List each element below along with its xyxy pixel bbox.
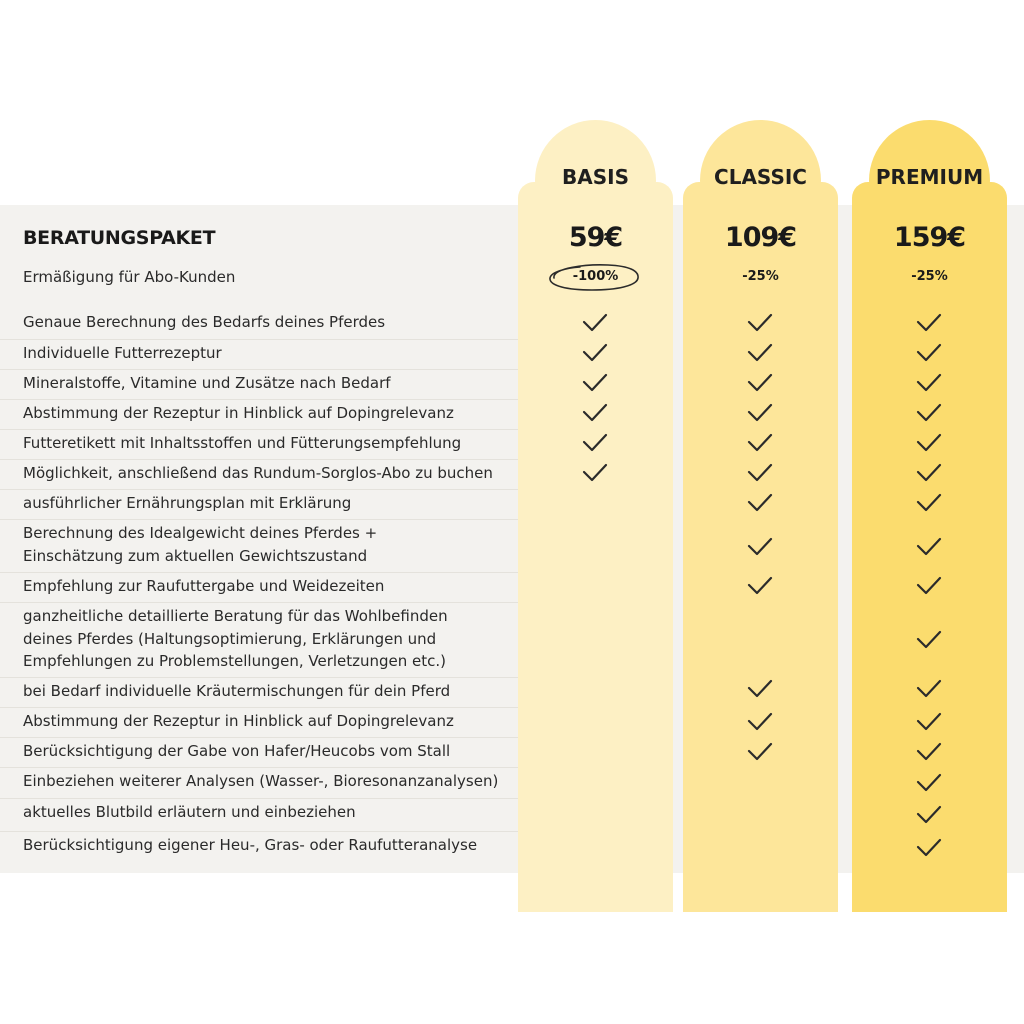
check-icon: [582, 343, 608, 363]
feature-label: [23, 311, 385, 334]
plan-price-basis: 59€: [568, 222, 623, 253]
feature-label: [23, 462, 493, 485]
check-icon: [916, 463, 942, 483]
check-icon: [747, 463, 773, 483]
feature-label-line: deines Pferdes (Haltungsoptimierung, Erklärungen und: [23, 629, 437, 648]
row-divider: [0, 798, 518, 799]
feature-label-line: Berechnung des Idealgewicht deines Pferdes +: [23, 524, 378, 542]
feature-label: [23, 492, 351, 515]
row-divider: [0, 677, 518, 678]
discount-highlight-circle: [546, 262, 640, 292]
feature-label: [23, 680, 450, 703]
row-divider: [0, 767, 518, 768]
feature-label: [23, 605, 448, 673]
check-icon: [916, 679, 942, 699]
feature-label-line: Berücksichtigung eigener Heu-, Gras- oder Raufutteranalyse: [23, 836, 478, 854]
check-icon: [916, 493, 942, 513]
feature-label-line: Einschätzung zum aktuellen Gewichtszustand: [23, 546, 368, 565]
row-divider: [0, 707, 518, 708]
plan-discount-classic: -25%: [742, 269, 779, 284]
check-icon: [916, 773, 942, 793]
check-icon: [916, 537, 942, 557]
feature-label-line: bei Bedarf individuelle Kräutermischungen für dein Pferd: [23, 682, 451, 700]
check-icon: [916, 742, 942, 762]
check-icon: [916, 712, 942, 732]
row-divider: [0, 399, 518, 400]
check-icon: [916, 343, 942, 363]
row-divider: [0, 572, 518, 573]
feature-label-line: Berücksichtigung der Gabe von Hafer/Heucobs vom Stall: [23, 742, 451, 760]
feature-label: [23, 770, 498, 793]
discount-row-label: Ermäßigung für Abo-Kunden: [23, 268, 236, 286]
plan-name-basis: BASIS: [562, 165, 629, 189]
check-icon: [916, 403, 942, 423]
plan-discount-basis: -100%: [572, 269, 619, 284]
feature-label: [23, 402, 454, 425]
feature-label: [23, 432, 461, 455]
row-divider: [0, 369, 518, 370]
check-icon: [747, 537, 773, 557]
feature-label-line: Empfehlungen zu Problemstellungen, Verletzungen etc.): [23, 652, 447, 670]
check-icon: [916, 373, 942, 393]
check-icon: [747, 403, 773, 423]
row-divider: [0, 489, 518, 490]
feature-label-line: ausführlicher Ernährungsplan mit Erklärung: [23, 494, 352, 512]
feature-label: [23, 522, 377, 567]
feature-label-line: Mineralstoffe, Vitamine und Zusätze nach Bedarf: [23, 374, 391, 392]
feature-label-line: Futteretikett mit Inhaltsstoffen und Fütterungsempfehlung: [23, 434, 462, 452]
row-divider: [0, 831, 518, 832]
plan-discount-premium: -25%: [911, 269, 948, 284]
check-icon: [916, 838, 942, 858]
feature-label-line: ganzheitliche detaillierte Beratung für das Wohlbefinden: [23, 607, 448, 625]
row-divider: [0, 519, 518, 520]
check-icon: [582, 463, 608, 483]
feature-label: [23, 575, 384, 598]
check-icon: [582, 313, 608, 333]
check-icon: [747, 576, 773, 596]
plan-column-classic: [683, 120, 838, 912]
plan-name-premium: PREMIUM: [875, 165, 984, 189]
feature-label-line: aktuelles Blutbild erläutern und einbeziehen: [23, 803, 356, 821]
check-icon: [582, 403, 608, 423]
check-icon: [747, 712, 773, 732]
feature-label: [23, 834, 477, 857]
check-icon: [582, 373, 608, 393]
check-icon: [916, 630, 942, 650]
check-icon: [747, 493, 773, 513]
check-icon: [916, 576, 942, 596]
feature-label: [23, 372, 391, 395]
feature-label-line: Möglichkeit, anschließend das Rundum-Sorglos-Abo zu buchen: [23, 464, 493, 482]
check-icon: [747, 313, 773, 333]
check-icon: [747, 742, 773, 762]
row-divider: [0, 429, 518, 430]
table-title: BERATUNGSPAKET: [23, 227, 216, 249]
plan-column-basis: [518, 120, 673, 912]
row-divider: [0, 602, 518, 603]
feature-label-line: Empfehlung zur Raufuttergabe und Weidezeiten: [23, 577, 385, 595]
row-divider: [0, 339, 518, 340]
plan-price-classic: 109€: [724, 222, 797, 253]
plan-price-premium: 159€: [893, 222, 966, 253]
feature-label-line: Einbeziehen weiterer Analysen (Wasser-, Bioresonanzanalysen): [23, 772, 499, 790]
check-icon: [916, 433, 942, 453]
plan-name-classic: CLASSIC: [714, 165, 807, 189]
row-divider: [0, 459, 518, 460]
check-icon: [747, 343, 773, 363]
check-icon: [916, 805, 942, 825]
feature-label: [23, 710, 454, 733]
row-divider: [0, 737, 518, 738]
feature-label: [23, 740, 450, 763]
feature-label-line: Abstimmung der Rezeptur in Hinblick auf Dopingrelevanz: [23, 712, 454, 730]
feature-label-line: Genaue Berechnung des Bedarfs deines Pferdes: [23, 313, 386, 331]
feature-label: [23, 342, 222, 365]
feature-label-line: Individuelle Futterrezeptur: [23, 344, 222, 362]
check-icon: [747, 373, 773, 393]
check-icon: [582, 433, 608, 453]
check-icon: [916, 313, 942, 333]
check-icon: [747, 679, 773, 699]
plan-column-premium: [852, 120, 1007, 912]
feature-label-line: Abstimmung der Rezeptur in Hinblick auf Dopingrelevanz: [23, 404, 454, 422]
feature-label: [23, 801, 356, 824]
check-icon: [747, 433, 773, 453]
